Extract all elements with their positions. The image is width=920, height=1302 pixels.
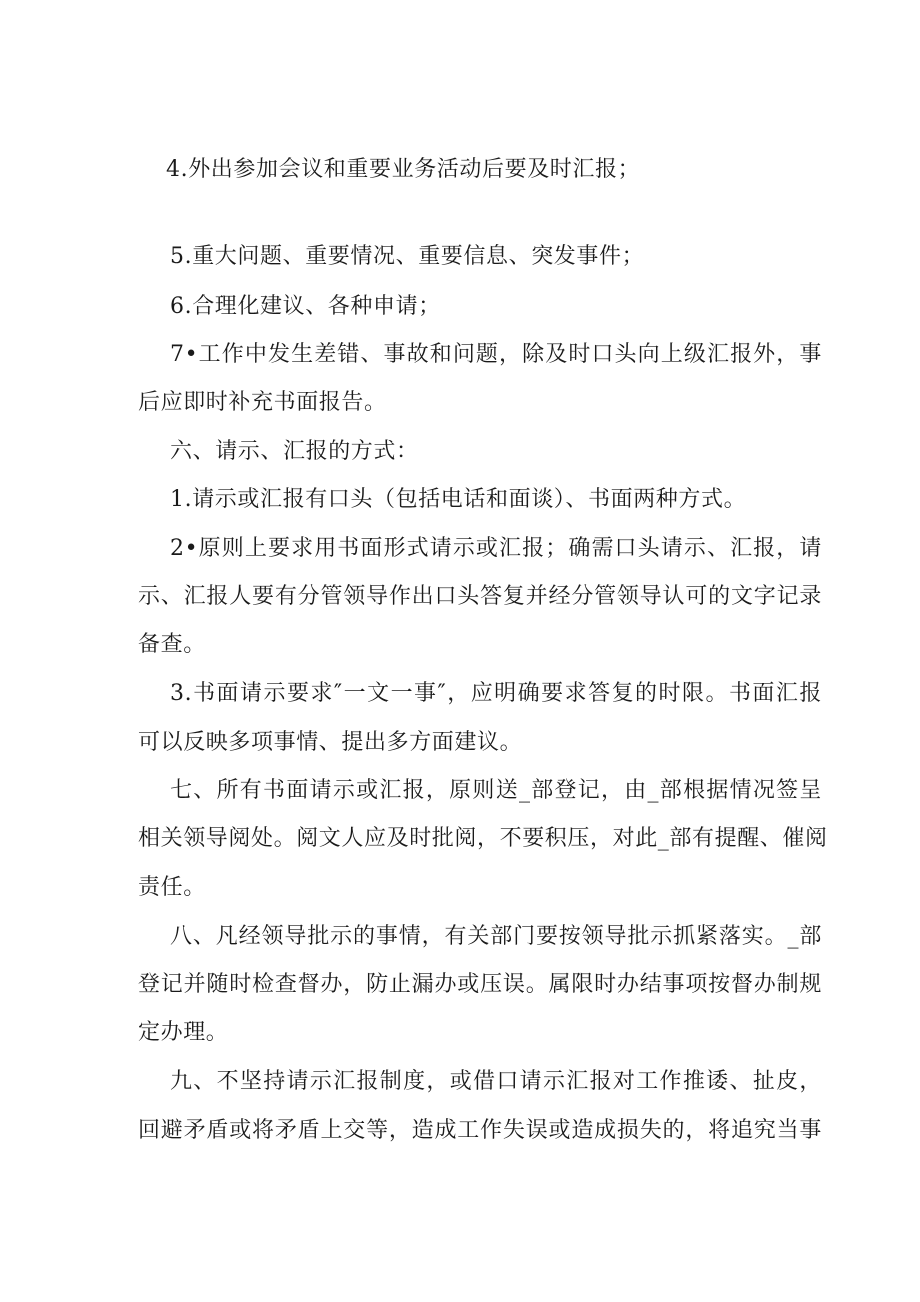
item-4-line: 4.外出参加会议和重要业务活动后要及时汇报； [166, 157, 641, 182]
section-6-item-2-line-2: 示、汇报人要有分管领导作出口头答复并经分管领导认可的文字记录 [138, 584, 822, 609]
section-6-item-3-line-1: 3.书面请示要求″一文一事″，应明确要求答复的时限。书面汇报 [170, 681, 822, 706]
section-6-item-2-line-3: 备查。 [138, 632, 206, 657]
section-7-line-1: 七、所有书面请示或汇报，原则送_部登记，由_部根据情况签呈 [170, 778, 822, 803]
section-6-item-3-line-2: 可以反映多项事情、提出多方面建议。 [138, 730, 523, 755]
section-7-line-3: 责任。 [138, 875, 206, 900]
section-9-line-2: 回避矛盾或将矛盾上交等，造成工作失误或造成损失的，将追究当事 [138, 1118, 822, 1143]
item-7-line-2: 后应即时补充书面报告。 [138, 390, 387, 415]
section-6-item-1: 1.请示或汇报有口头（包括电话和面谈）、书面两种方式。 [170, 487, 747, 512]
section-8-line-2: 登记并随时检查督办，防止漏办或压误。属限时办结事项按督办制规 [138, 972, 822, 997]
section-8-line-3: 定办理。 [138, 1020, 229, 1045]
section-7-line-2: 相关领导阅处。阅文人应及时批阅，不要积压，对此_部有提醒、催阅 [138, 826, 828, 851]
section-6-heading: 六、请示、汇报的方式： [170, 439, 419, 464]
section-6-item-2-line-1: 2•原则上要求用书面形式请示或汇报；确需口头请示、汇报，请 [170, 536, 822, 561]
item-5-line: 5.重大问题、重要情况、重要信息、突发事件； [170, 244, 645, 269]
item-7-line-1: 7•工作中发生差错、事故和问题，除及时口头向上级汇报外，事 [170, 342, 822, 367]
item-6-line: 6.合理化建议、各种申请； [170, 294, 441, 319]
section-9-line-1: 九、不坚持请示汇报制度，或借口请示汇报对工作推诿、扯皮， [170, 1069, 822, 1094]
section-8-line-1: 八、凡经领导批示的事情，有关部门要按领导批示抓紧落实。_部 [170, 924, 822, 949]
